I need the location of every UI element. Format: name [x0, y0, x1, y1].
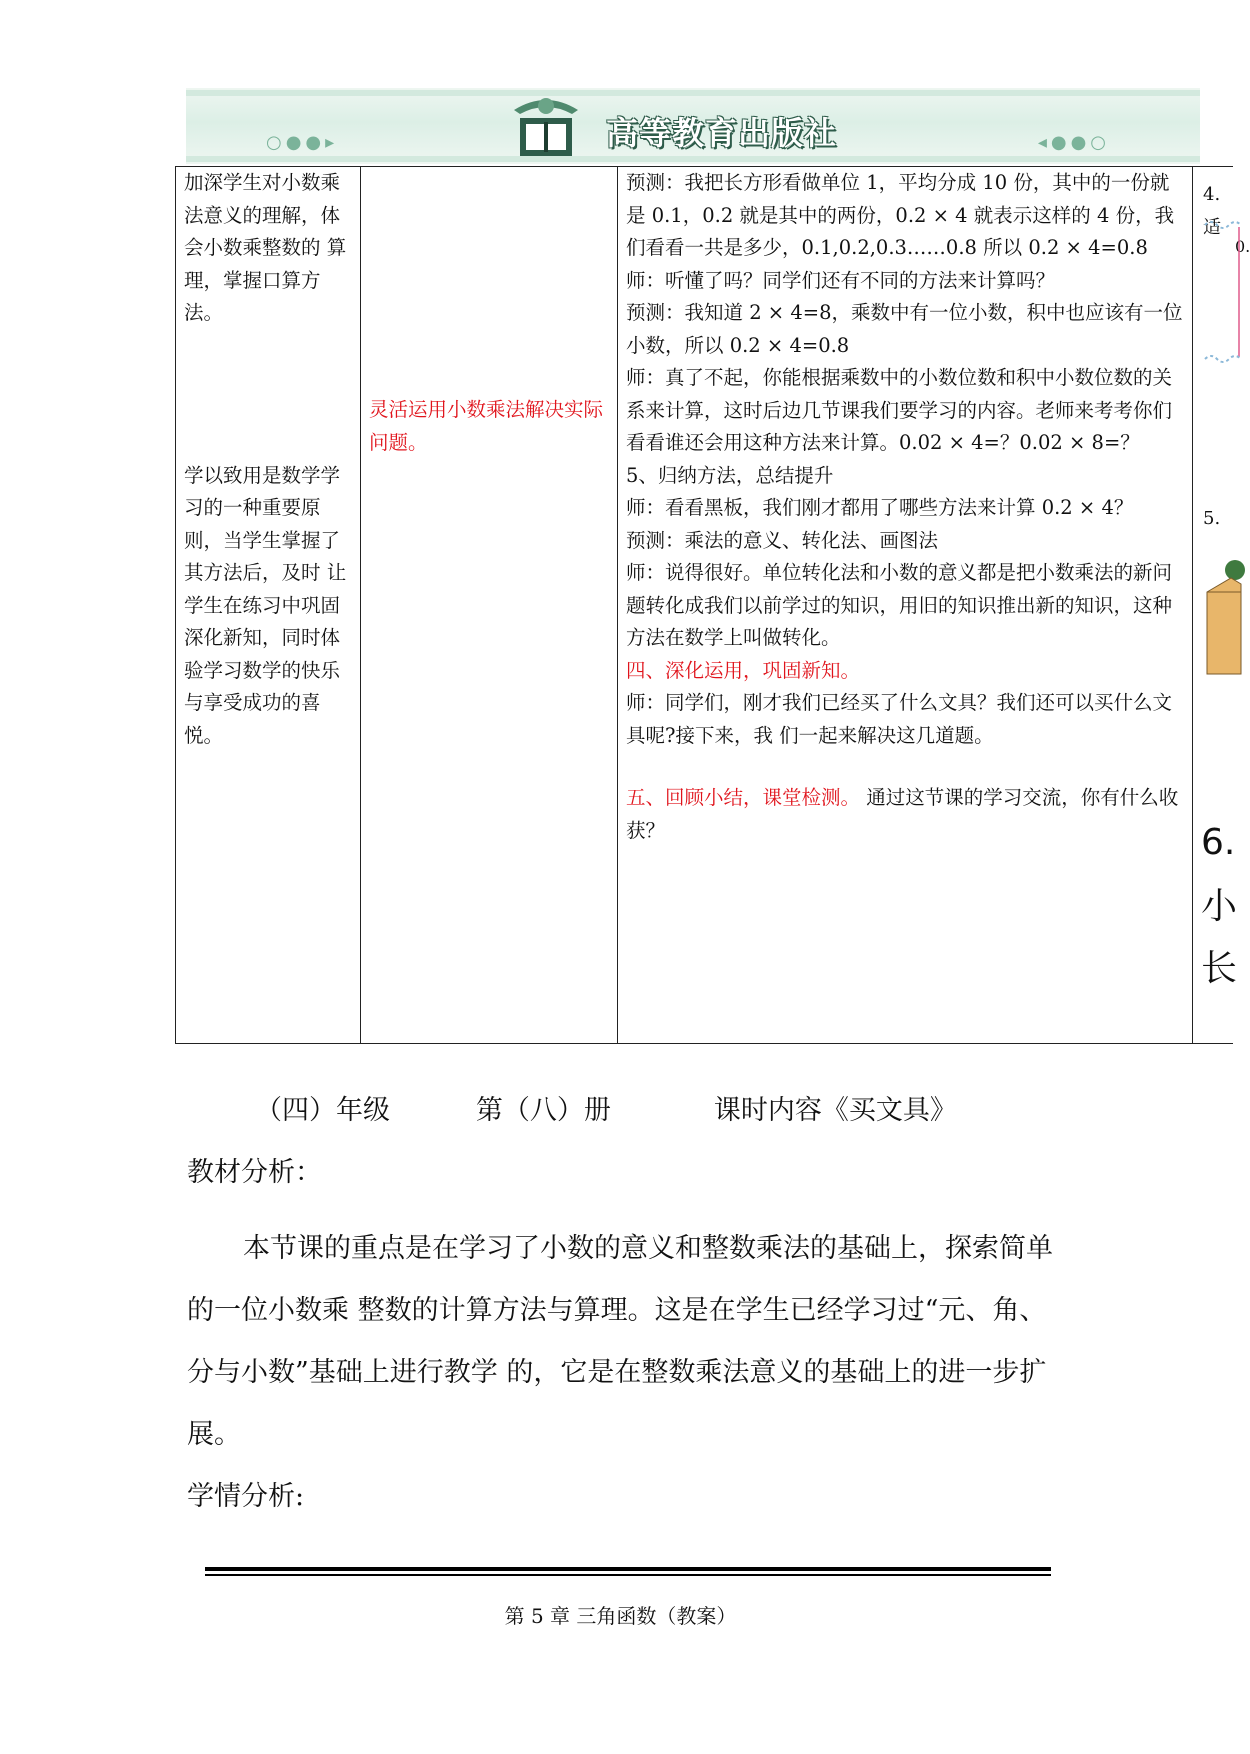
table-row [176, 167, 1234, 1044]
process-paragraph: 预测：我把长方形看做单位 1，平均分成 10 份，其中的一份就是 0.1，0.2 就是其中的两份，0.2 × 4 就表示这样的 4 份，我们看看一共是多少，0.1,0.2,0.3……0.8 所以 0.2 × 4=0.8 [626, 171, 1175, 259]
clipped-text: 小 [1201, 886, 1238, 927]
clipped-text: 长 [1201, 948, 1238, 989]
footer-rule [205, 1574, 1051, 1576]
lesson-meta: （四）年级 第（八）册 课时内容《买文具》 [255, 1095, 957, 1126]
publisher-logo-icon [506, 92, 586, 160]
clipped-figure-icon [1203, 217, 1243, 367]
banner-dots-left: ○●●▸ [266, 132, 339, 153]
spacer [626, 752, 1184, 782]
banner-dots-right: ◂●●○ [1037, 132, 1110, 153]
process-paragraph: 师：说得很好。单位转化法和小数的意义都是把小数乘法的新问题转化成我们以前学过的知识，用旧的知识推出新的知识，这种方法在数学上叫做转化。 [626, 561, 1173, 649]
clipped-column [1193, 167, 1250, 1043]
clipped-text: 5. [1203, 508, 1221, 529]
process-cell [618, 167, 1193, 1044]
process-paragraph: 师：听懂了吗？同学们还有不同的方法来计算吗？ [626, 268, 1056, 292]
banner-stripe [186, 156, 1200, 162]
header-banner [186, 88, 1200, 164]
student-analysis-title: 学情分析: [187, 1481, 305, 1512]
spacer [369, 167, 609, 394]
process-paragraph: 5、归纳方法，总结提升 [626, 463, 834, 487]
goal-text-1: 加深学生对小数乘法意义的理解，体会小数乘整数的 算理，掌握口算方法。 [184, 171, 347, 324]
section-heading-red: 五、回顾小结，课堂检测。 [626, 786, 861, 809]
clipped-text: 0. [1235, 237, 1250, 256]
process-paragraph: 预测：乘法的意义、转化法、画图法 [626, 528, 939, 552]
process-paragraph: 师：真了不起，你能根据乘数中的小数位数和积中小数位数的关系来计算，这时后边几节课我们要学习的内容。老师来考考你们看看谁还会用这种方法来计算。0.02 × 4=？0.02 × 8=？ [626, 366, 1173, 454]
process-paragraph: 师：同学们，刚才我们已经买了什么文具？我们还可以买什么文具呢?接下来，我 们一起来解决这几道题。 [626, 691, 1173, 747]
clipped-text: 4. 适 [1203, 184, 1221, 238]
banner-stripe [186, 90, 1200, 96]
goal-text-2: 学以致用是数学学习的一种重要原则，当学生掌握了其方法后，及时 让学生在练习中巩固深化新知，同时体验学习数学的快乐与享受成功的喜悦。 [184, 463, 347, 747]
publisher-name: 高等教育出版社 [606, 114, 838, 152]
process-paragraph [626, 782, 1184, 847]
footer-rule [205, 1567, 1051, 1571]
summary-text: 通过这节课的学习交流，你有什么收获？ [626, 786, 1179, 842]
material-analysis-title: 教材分析： [187, 1157, 322, 1188]
section-heading-red: 四、深化运用，巩固新知。 [626, 658, 861, 682]
clipped-cell [1193, 167, 1250, 1044]
material-analysis-body: 本节课的重点是在学习了小数的意义和整数乘法的基础上，探索简单的一位小数乘 整数的计算方法与算理。这是在学生已经学习过“元、角、分与小数”基础上进行教学 的，它是在整数乘法意义的基础上的进一步扩展。 [187, 1233, 1053, 1450]
lesson-table [175, 166, 1250, 1044]
spacer [184, 330, 352, 460]
goal-cell [176, 167, 361, 1044]
box-illustration-icon [1201, 552, 1241, 682]
objective-text: 灵活运用小数乘法解决实际问题。 [369, 398, 604, 454]
objective-cell [361, 167, 618, 1044]
page-footer: 第 5 章 三角函数（教案） [504, 1604, 737, 1628]
process-paragraph: 预测：我知道 2 × 4=8，乘数中有一位小数，积中也应该有一位小数，所以 0.2 × 4=0.8 [626, 301, 1183, 357]
clipped-text: 6. [1201, 822, 1236, 863]
process-paragraph: 师：看看黑板，我们刚才都用了哪些方法来计算 0.2 × 4？ [626, 496, 1134, 519]
